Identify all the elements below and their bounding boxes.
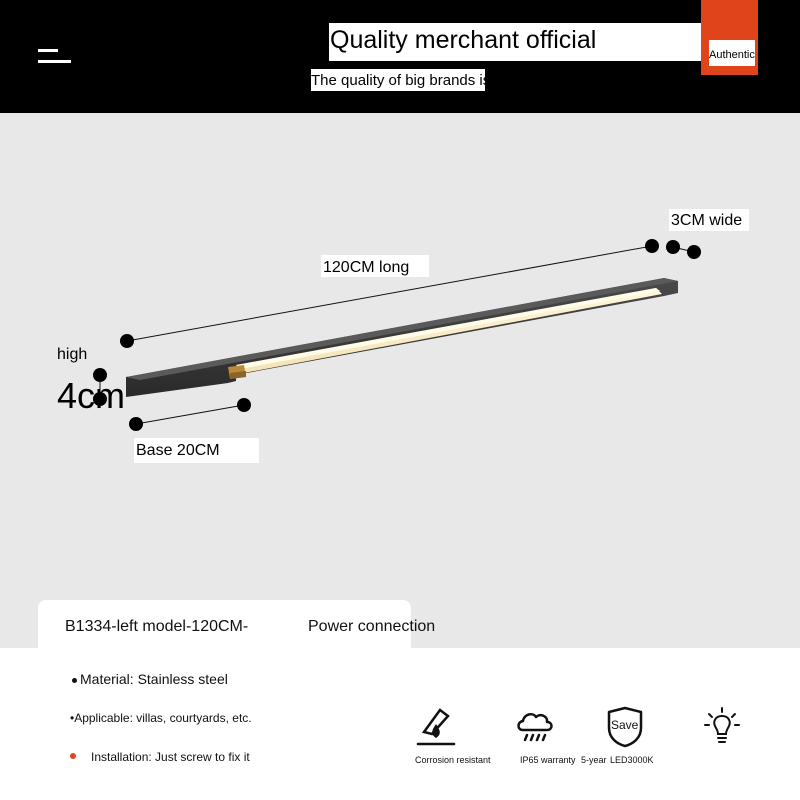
red-dot-icon xyxy=(70,753,76,759)
water-drop-icon xyxy=(414,704,458,748)
lamp-body xyxy=(126,278,678,397)
feature-label-led: LED3000K xyxy=(610,755,654,765)
material-text: Material: Stainless steel xyxy=(80,671,228,687)
page-subtitle: The quality of big brands is xyxy=(311,72,491,89)
installation-spec: Installation: Just screw to fix it xyxy=(91,750,250,764)
page-title: Quality merchant official xyxy=(330,26,597,54)
authentic-badge-label: Authentic xyxy=(709,49,755,61)
high-label: high xyxy=(57,346,88,363)
model-name: B1334-left model-120CM- xyxy=(65,618,249,635)
save-badge-text: Save xyxy=(611,718,639,732)
feature-label-5year: 5-year xyxy=(581,755,607,765)
feature-label-ip65: IP65 warranty xyxy=(520,755,576,765)
length-label: 120CM long xyxy=(323,259,410,276)
feature-label-corrosion: Corrosion resistant xyxy=(415,755,491,765)
width-label: 3CM wide xyxy=(671,212,743,229)
height-value: 4cm xyxy=(57,375,126,416)
menu-icon[interactable] xyxy=(38,49,72,65)
material-spec xyxy=(72,671,228,687)
rain-cloud-icon xyxy=(513,704,557,748)
bullet-icon xyxy=(72,678,77,683)
base-label: Base 20CM xyxy=(136,442,220,459)
power-connection: Power connection xyxy=(308,618,436,635)
light-bulb-icon xyxy=(700,704,744,748)
applicable-spec: •Applicable: villas, courtyards, etc. xyxy=(70,711,252,725)
